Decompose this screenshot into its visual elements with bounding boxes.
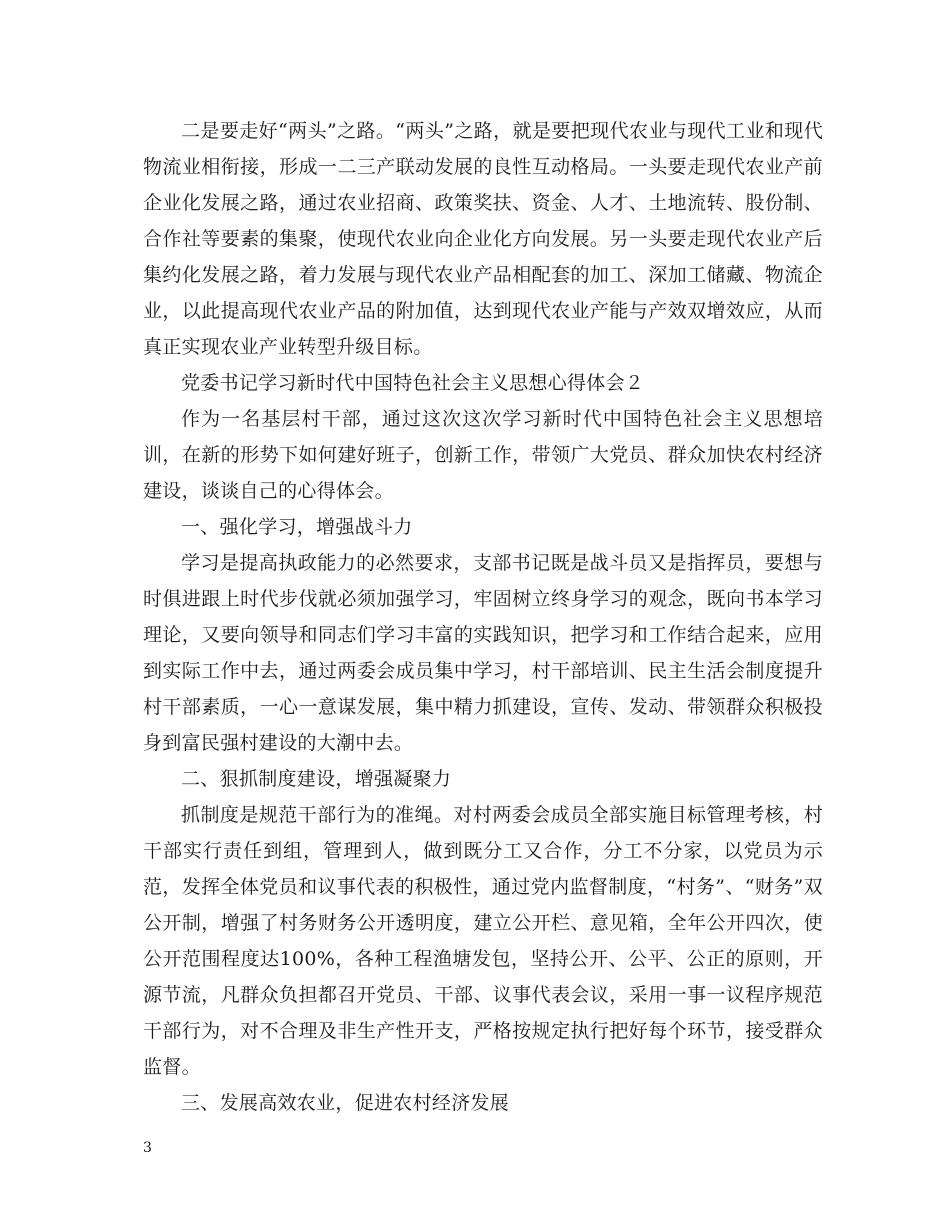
paragraph-intro: 作为一名基层村干部，通过这次这次学习新时代中国特色社会主义思想培训，在新的形势下如何建好班子，创新工作，带领广大党员、群众加快农村经济建设，谈谈自己的心得体会。 [143,408,823,502]
document-body [143,113,823,1121]
heading-two: 二、狠抓制度建设，增强凝聚力 [181,768,452,790]
heading-three: 三、发展高效农业，促进农村经济发展 [181,1092,510,1114]
paragraph-liangtou: 二是要走好“两头”之路。“两头”之路，就是要把现代农业与现代工业和现代物流业相衔接，形成一二三产联动发展的良性互动格局。一头要走现代农业产前企业化发展之路，通过农业招商、政策奖扶、资金、人才、土地流转、股份制、合作社等要素的集聚，使现代农业向企业化方向发展。另一头要走现代农业产后集约化发展之路，着力发展与现代农业产品相配套的加工、深加工储藏、物流企业，以此提高现代农业产品的附加值，达到现代农业产能与产效双增效应，从而真正实现农业产业转型升级目标。 [143,120,823,358]
paragraph-study: 学习是提高执政能力的必然要求，支部书记既是战斗员又是指挥员，要想与时俱进跟上时代步伐就必须加强学习，牢固树立终身学习的观念，既向书本学习理论，又要向领导和同志们学习丰富的实践知识，把学习和工作结合起来，应用到实际工作中去，通过两委会成员集中学习，村干部培训、民主生活会制度提升村干部素质，一心一意谋发展，集中精力抓建设，宣传、发动、带领群众积极投身到富民强村建设的大潮中去。 [143,552,823,754]
paragraph-system: 抓制度是规范干部行为的准绳。对村两委会成员全部实施目标管理考核，村干部实行责任到组，管理到人，做到既分工又合作，分工不分家，以党员为示范，发挥全体党员和议事代表的积极性，通过党内监督制度，“村务”、“财务”双公开制，增强了村务财务公开透明度，建立公开栏、意见箱，全年公开四次，使公开范围程度达100%，各种工程渔塘发包，坚持公开、公平、公正的原则，开源节流，凡群众负担都召开党员、干部、议事代表会议，采用一事一议程序规范干部行为，对不合理及非生产性开支，严格按规定执行把好每个环节，接受群众监督。 [143,804,823,1078]
heading-one: 一、强化学习，增强战斗力 [181,516,413,538]
page-number: 3 [143,1140,152,1156]
section-title: 党委书记学习新时代中国特色社会主义思想心得体会２ [181,372,645,394]
